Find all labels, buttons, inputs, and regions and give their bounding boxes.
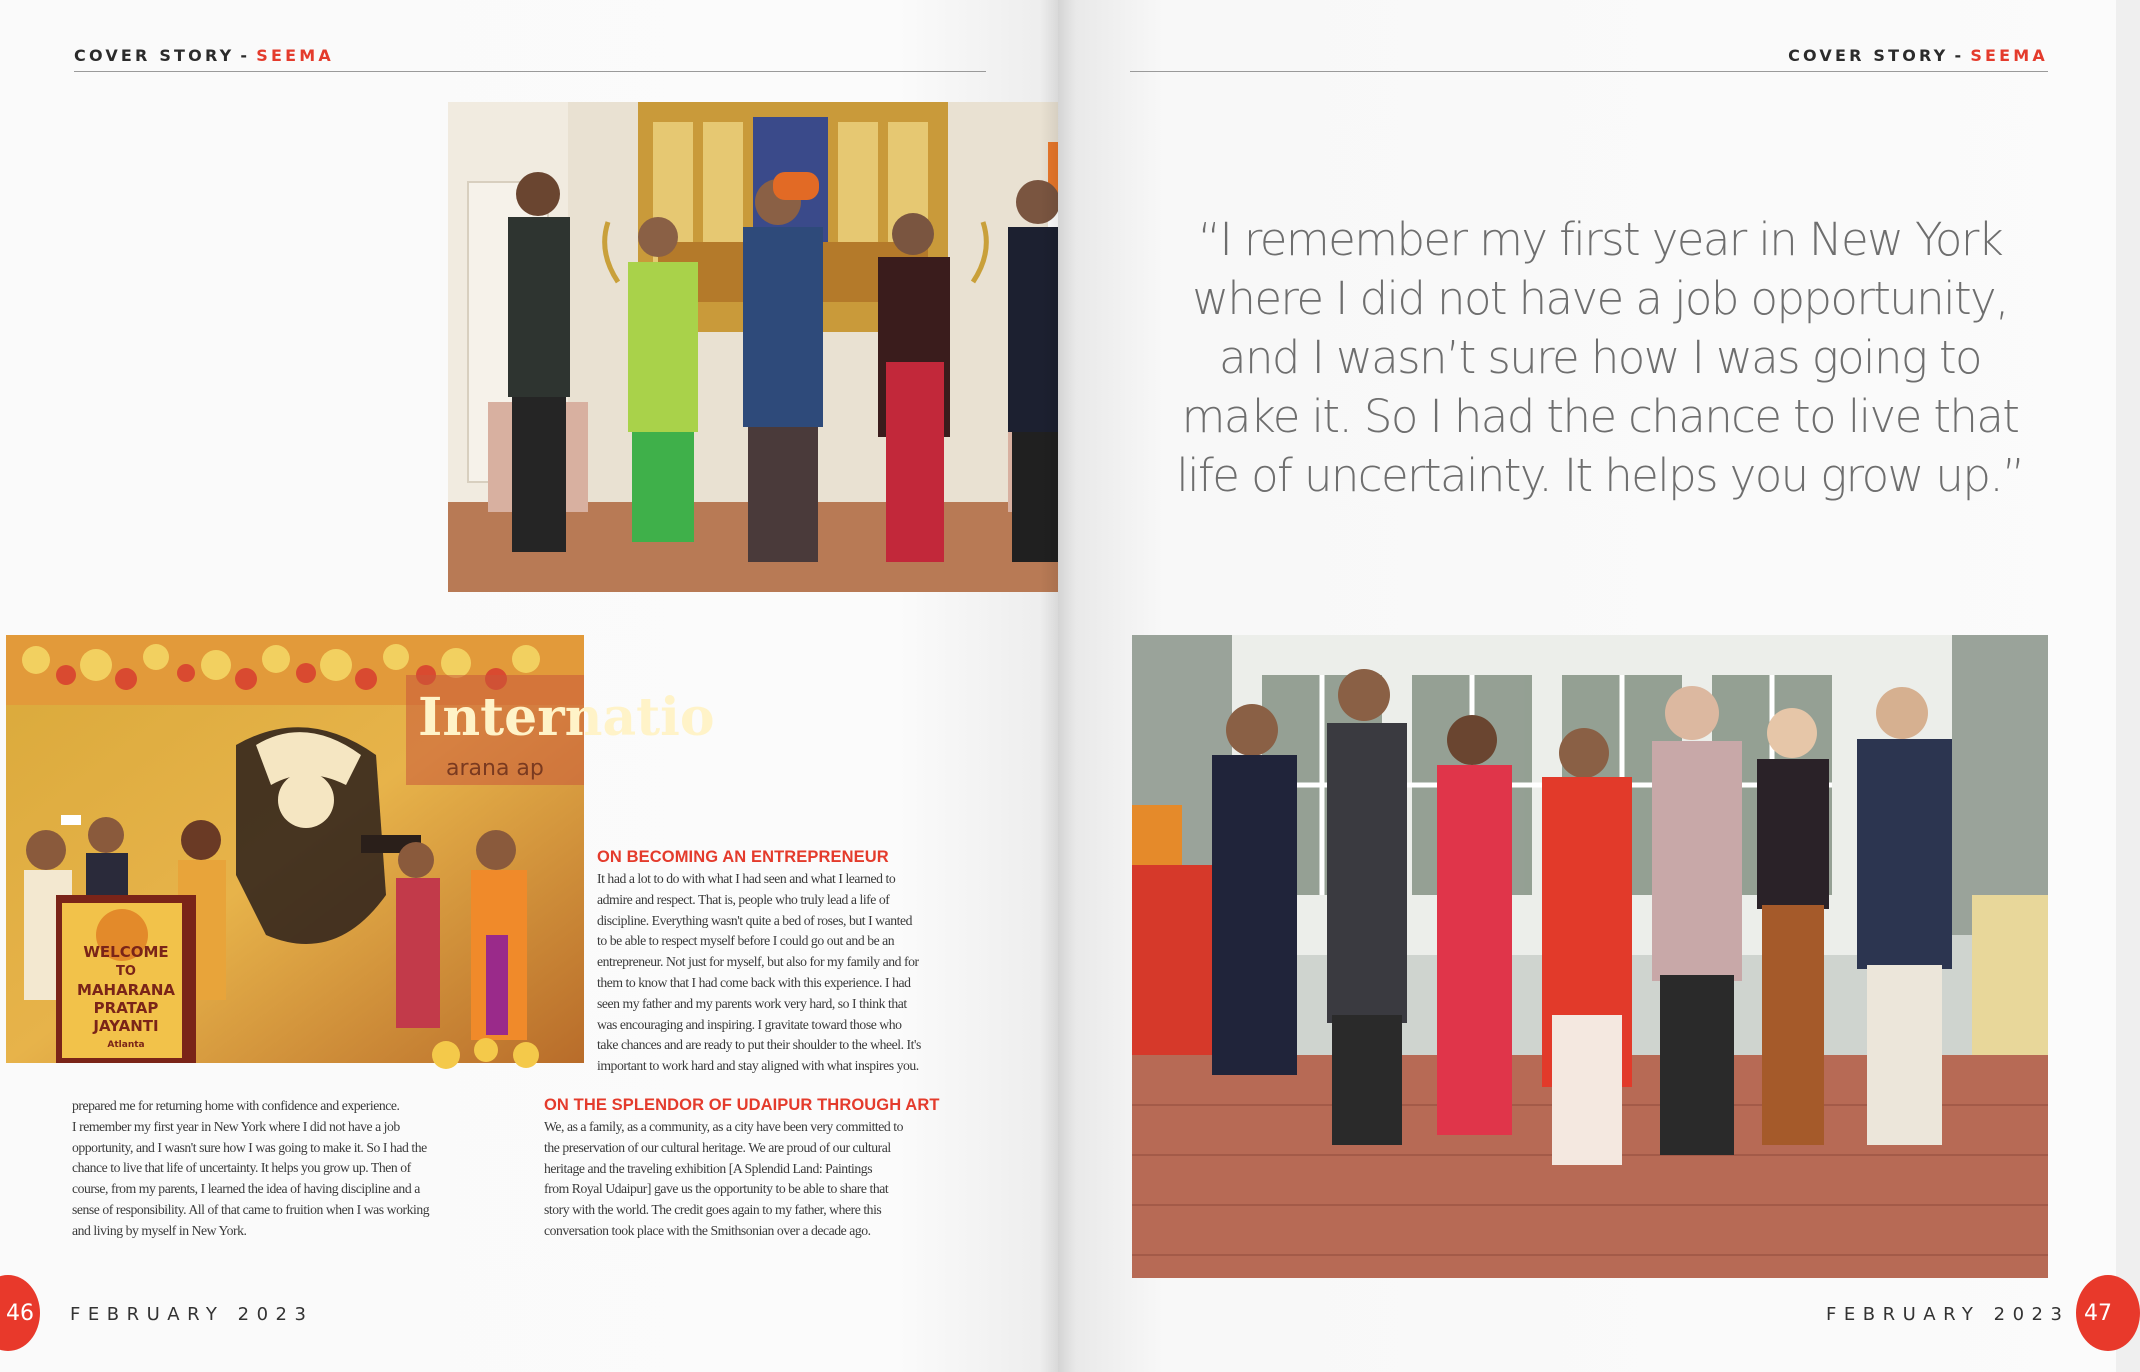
- podium-line-3: MAHARANA: [76, 981, 176, 999]
- running-head-separator: -: [1954, 46, 1965, 65]
- text-line: from Royal Udaipur] gave us the opportunity to be able to share that: [544, 1181, 889, 1197]
- text-line: chance to live that life of uncertainty. It helps you grow up. Then of: [72, 1160, 411, 1176]
- event-photo: [6, 635, 715, 1063]
- text-line: story with the world. The credit goes again to my father, where this: [544, 1202, 882, 1218]
- podium-line-2: TO: [116, 964, 136, 979]
- podium-line-1: WELCOME: [83, 943, 169, 961]
- text-line: sense of responsibility. All of that came to fruition when I was working: [72, 1201, 430, 1217]
- text-line: We, as a family, as a community, as a city have been very committed to: [544, 1119, 904, 1134]
- text-line: to be able to respect myself before I could go out and be an: [597, 933, 895, 949]
- text-line: seen my father and my parents work very hard, so I think that: [597, 995, 907, 1011]
- group-photo-indoor-formal-icon: [448, 102, 1132, 592]
- text-line: prepared me for returning home with confidence and experience.: [72, 1098, 400, 1113]
- running-head-name: SEEMA: [1970, 46, 2048, 65]
- section-body-udaipur-art: [544, 1117, 1014, 1242]
- continued-body-text: [72, 1096, 522, 1242]
- formal-group-photo: [448, 102, 1132, 592]
- text-line: was encouraging and inspiring. I gravitate toward those who: [597, 1016, 902, 1032]
- text-line: heritage and the traveling exhibition [A Splendid Land: Paintings: [544, 1160, 873, 1176]
- text-line: take chances and are ready to put their shoulder to the wheel. It's: [597, 1037, 921, 1053]
- running-head-label: COVER STORY: [74, 46, 235, 65]
- podium-line-4: PRATAP: [93, 999, 159, 1017]
- page-number-left: [0, 1275, 40, 1351]
- text-line: them to know that I had come back with this experience. I had: [597, 974, 911, 990]
- podium-line-5: JAYANTI: [93, 1017, 159, 1035]
- podium-line-6: Atlanta: [107, 1040, 145, 1050]
- text-line: conversation took place with the Smithsonian over a decade ago.: [544, 1222, 871, 1238]
- text-line: entrepreneur. Not just for myself, but also for my family and for: [597, 954, 919, 970]
- event-photo-stage-icon: [6, 635, 715, 1063]
- text-line: I remember my first year in New York where I did not have a job: [72, 1118, 400, 1134]
- issue-date-right: FEBRUARY 2023: [1826, 1304, 2070, 1325]
- text-line: opportunity, and I wasn't sure how I was going to make it. So I had the: [72, 1139, 427, 1155]
- text-line: the preservation of our cultural heritage. We are proud of our cultural: [544, 1139, 891, 1155]
- group-photo-garden-patio-icon: [1132, 635, 2048, 1278]
- text-line: discipline. Everything wasn't quite a bed of roses, but I wanted: [597, 912, 913, 928]
- event-banner-sub: arana ap: [446, 756, 544, 781]
- text-line: important to work hard and stay aligned with what inspires you.: [597, 1058, 919, 1074]
- text-line: It had a lot to do with what I had seen and what I learned to: [597, 871, 896, 886]
- running-head-left: [74, 46, 334, 65]
- garden-group-photo: [1132, 635, 2048, 1278]
- page-number-label: 46: [6, 1300, 34, 1326]
- running-head-right: [1788, 46, 2048, 65]
- header-rule-right: [1130, 71, 2048, 72]
- header-rule-left: [74, 71, 986, 72]
- page-number-right: [2076, 1275, 2140, 1351]
- running-head-label: COVER STORY: [1788, 46, 1949, 65]
- page-number-label: 47: [2084, 1300, 2112, 1326]
- text-line: course, from my parents, I learned the idea of having discipline and a: [72, 1181, 420, 1197]
- pull-quote: “I remember my first year in New York where I did not have a job opportunity, and I wasn’t sure how I was going to make it. So I had the chance to live that life of uncertainty. It helps you grow up.”: [1176, 213, 2024, 502]
- issue-date-left: FEBRUARY 2023: [70, 1304, 314, 1325]
- left-page: [0, 0, 1058, 1372]
- event-banner-text: Internatio: [418, 687, 715, 748]
- section-heading-entrepreneur: ON BECOMING AN ENTREPRENEUR: [597, 848, 889, 866]
- section-heading-udaipur-art: ON THE SPLENDOR OF UDAIPUR THROUGH ART: [544, 1096, 940, 1114]
- section-body-entrepreneur: [597, 869, 997, 1077]
- running-head-name: SEEMA: [256, 46, 334, 65]
- running-head-separator: -: [240, 46, 251, 65]
- text-line: admire and respect. That is, people who truly lead a life of: [597, 891, 890, 907]
- text-line: and living by myself in New York.: [72, 1222, 247, 1238]
- right-page: [1058, 0, 2116, 1372]
